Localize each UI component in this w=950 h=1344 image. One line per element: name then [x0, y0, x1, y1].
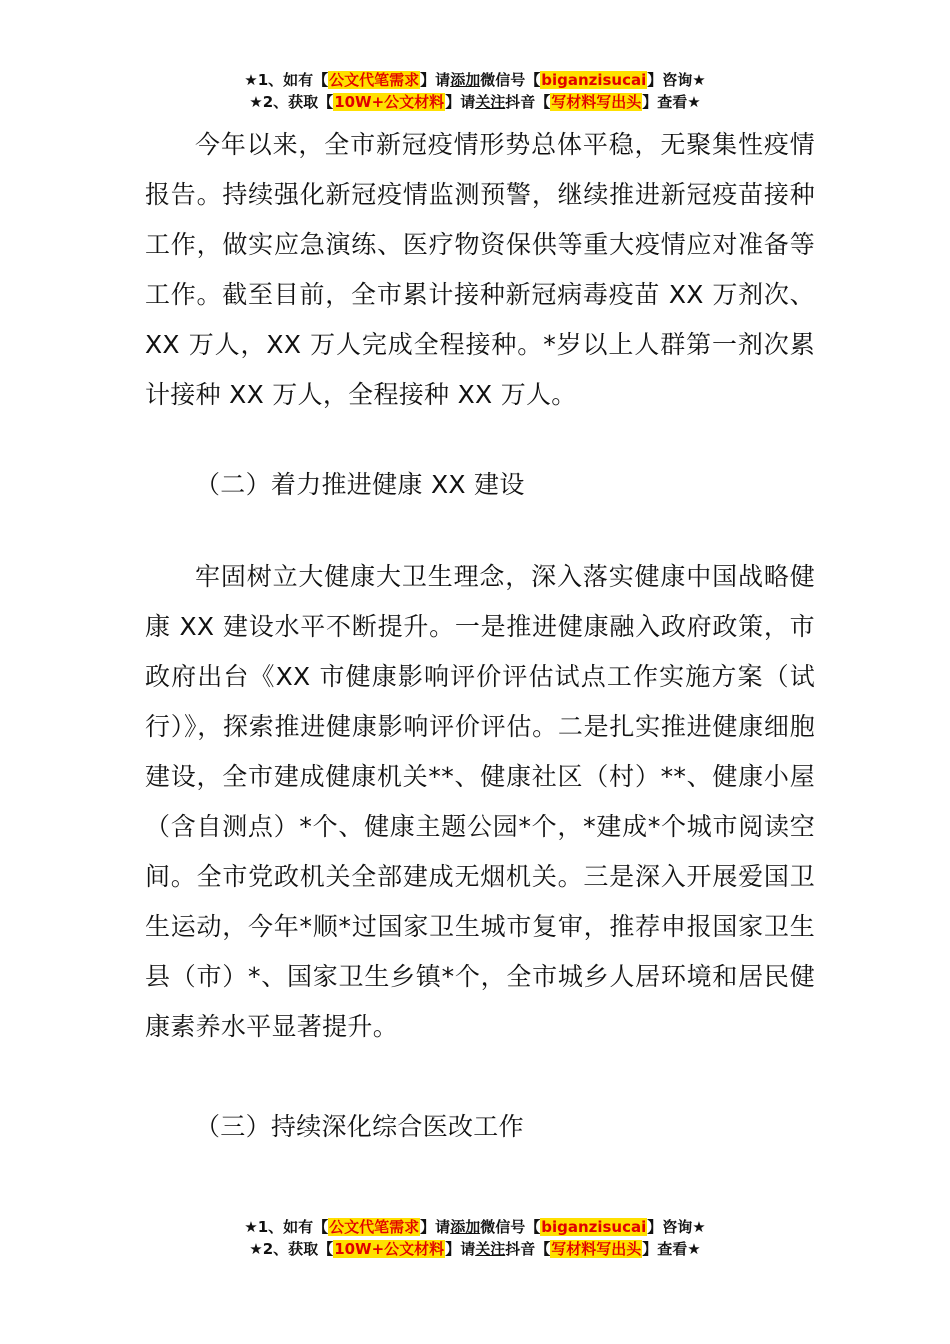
banner-highlight: biganzisucai: [541, 71, 647, 89]
banner-line-2: ★2、获取【10W+公文材料】请关注抖音【写材料写出头】查看★: [249, 1240, 701, 1258]
banner-line-1: ★1、如有【公文代笔需求】请添加微信号【biganzisucai】咨询★: [244, 1218, 706, 1236]
banner-highlight: 10W+公文材料: [334, 93, 445, 111]
banner-highlight: 10W+公文材料: [334, 1240, 445, 1258]
paragraph-healthy-city: 牢固树立大健康大卫生理念，深入落实健康中国战略健康 XX 建设水平不断提升。一是推进健康融入政府政策，市政府出台《XX 市健康影响评价评估试点工作实施方案（试行）》，探索推进健康影响评价评估。二是扎实推进健康细胞建设，全市建成健康机关**、健康社区（村）**、健康小屋（含自测点）*个、健康主题公园*个，*建成*个城市阅读空间。全市党政机关全部建成无烟机关。三是深入开展爱国卫生运动，今年*顺*过国家卫生城市复审，推荐申报国家卫生县（市）*、国家卫生乡镇*个，全市城乡人居环境和居民健康素养水平显著提升。: [145, 562, 815, 1041]
banner-line-2: ★2、获取【10W+公文材料】请关注抖音【写材料写出头】查看★: [249, 93, 701, 111]
section-heading-3: （三）持续深化综合医改工作: [195, 1112, 524, 1141]
banner-highlight: biganzisucai: [541, 1218, 647, 1236]
banner-highlight: 公文代笔需求: [329, 1218, 420, 1236]
banner-highlight: 公文代笔需求: [329, 71, 420, 89]
section-heading-2: （二）着力推进健康 XX 建设: [195, 470, 525, 499]
banner-highlight: 写材料写出头: [551, 93, 642, 111]
banner-highlight: 写材料写出头: [551, 1240, 642, 1258]
paragraph-vaccination: 今年以来，全市新冠疫情形势总体平稳，无聚集性疫情报告。持续强化新冠疫情监测预警，继续推进新冠疫苗接种工作，做实应急演练、医疗物资保供等重大疫情应对准备等工作。截至目前，全市累计接种新冠病毒疫苗 XX 万剂次、XX 万人，XX 万人完成全程接种。*岁以上人群第一剂次累计接种 XX 万人，全程接种 XX 万人。: [145, 130, 815, 409]
document-body: [145, 120, 815, 1152]
footer-banner: [0, 1216, 950, 1260]
banner-line-1: ★1、如有【公文代笔需求】请添加微信号【biganzisucai】咨询★: [244, 71, 706, 89]
header-banner: [0, 69, 950, 113]
